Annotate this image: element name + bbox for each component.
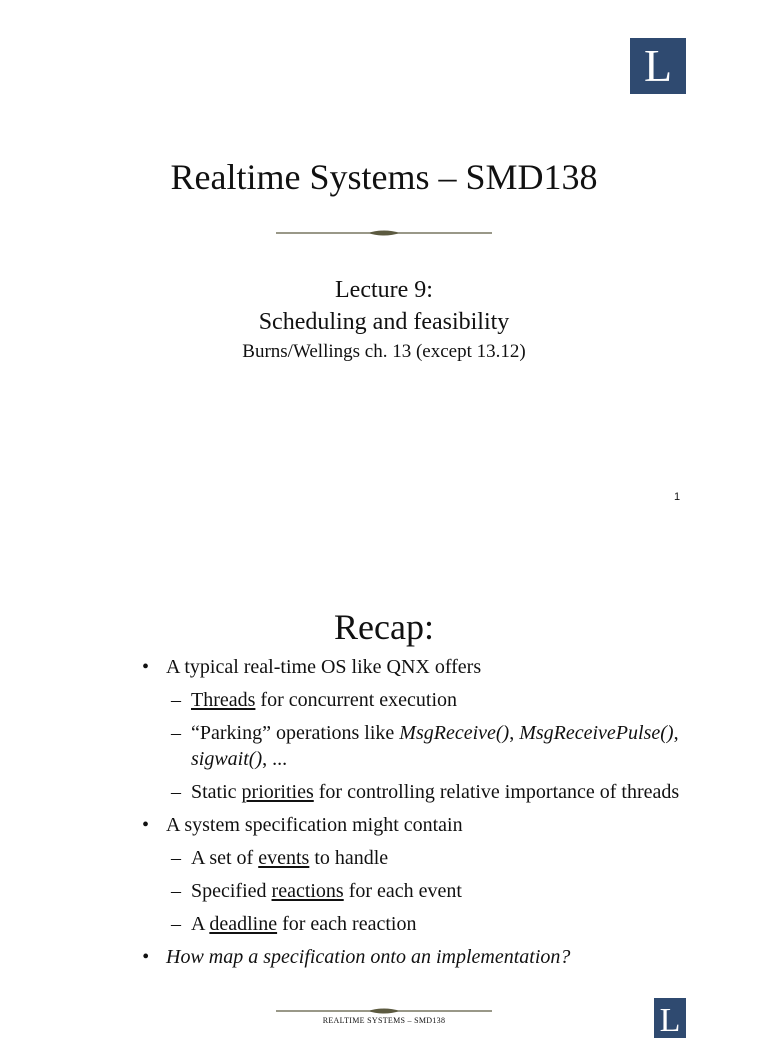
bullet-text: for each reaction	[277, 913, 417, 935]
bullet-text: Specified	[191, 880, 272, 902]
bullet-text: , ...	[262, 748, 288, 770]
slide-title: Recap:	[334, 607, 434, 647]
lecture-topic: Scheduling and feasibility	[258, 309, 510, 335]
ornament-divider	[276, 1006, 492, 1016]
function-name: sigwait()	[191, 748, 263, 770]
bullet-list	[142, 654, 702, 970]
sub-bullet-item	[142, 878, 702, 904]
function-name: MsgReceive()	[399, 722, 510, 744]
keyword: priorities	[241, 781, 314, 803]
function-name: MsgReceivePulse()	[519, 722, 674, 744]
bullet-text: “Parking” operations like	[191, 722, 400, 744]
bullet-item	[142, 654, 702, 680]
keyword: reactions	[271, 880, 344, 902]
bullet-text: for controlling relative importance of threads	[313, 781, 680, 803]
separator: ,	[673, 722, 679, 744]
lecture-number: Lecture 9:	[335, 277, 433, 303]
page-number: 1	[674, 491, 681, 503]
slide-footer: REALTIME SYSTEMS – SMD138	[322, 1016, 446, 1025]
bullet-text: A	[191, 913, 210, 935]
sub-bullet-item	[142, 911, 702, 937]
bullet-item	[142, 944, 702, 970]
sub-bullet-item	[142, 779, 702, 805]
university-logo: L	[654, 998, 686, 1038]
slide-title: Realtime Systems – SMD138	[170, 157, 598, 197]
keyword: deadline	[209, 913, 278, 935]
bullet-text: A system specification might contain	[166, 814, 463, 836]
keyword: Threads	[191, 689, 256, 711]
keyword: events	[258, 847, 310, 869]
sub-bullet-item	[142, 845, 702, 871]
university-logo: L	[630, 38, 686, 94]
bullet-text: A set of	[191, 847, 259, 869]
bullet-item	[142, 812, 702, 838]
sub-bullet-item	[142, 720, 702, 772]
bullet-text: A typical real-time OS like QNX offers	[166, 656, 482, 678]
bullet-text: Static	[191, 781, 242, 803]
sub-bullet-item	[142, 687, 702, 713]
bullet-text: for concurrent execution	[255, 689, 457, 711]
bullet-text: for each event	[343, 880, 462, 902]
ornament-divider	[276, 228, 492, 238]
bullet-text: to handle	[309, 847, 389, 869]
bullet-text: How map a specification onto an implementation?	[166, 946, 571, 968]
reading-reference: Burns/Wellings ch. 13 (except 13.12)	[242, 341, 526, 362]
separator: ,	[509, 722, 520, 744]
slide-2	[0, 560, 768, 1038]
lecture-heading	[0, 274, 768, 338]
